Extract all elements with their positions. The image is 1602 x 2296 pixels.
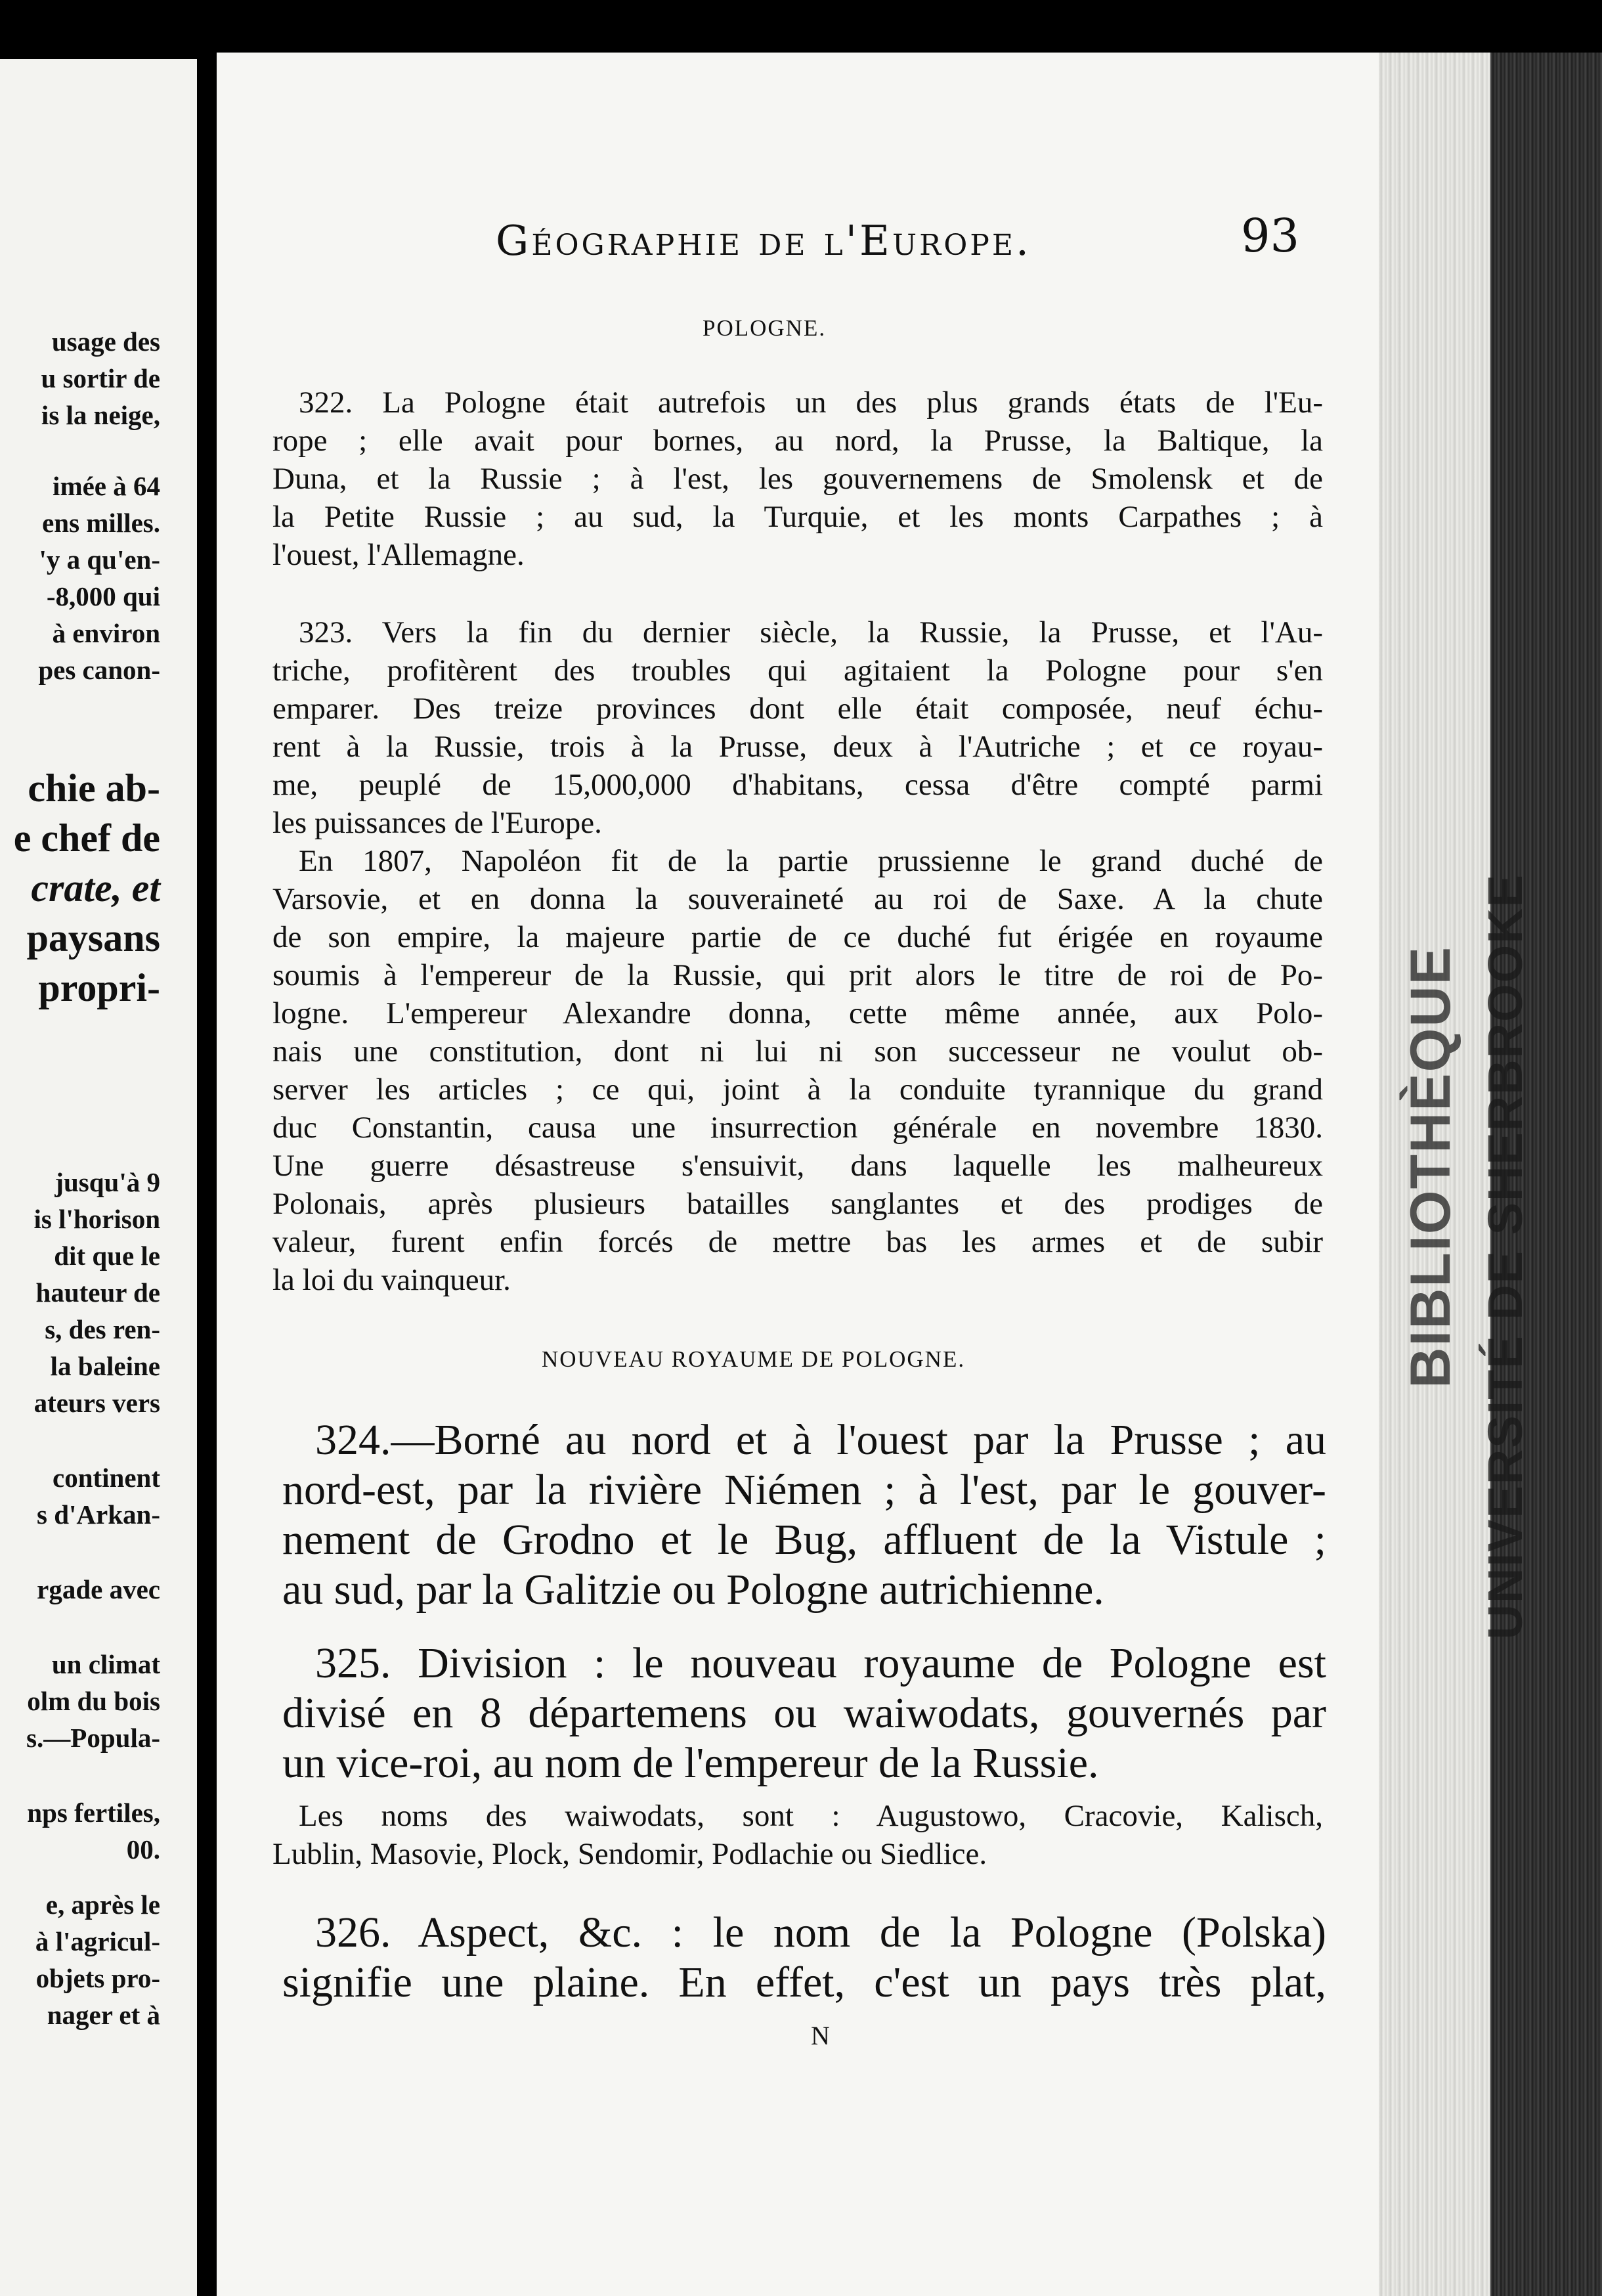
text-line: 324.—Borné au nord et à l'ouest par la Prusse ; au [315,1416,1326,1464]
text-line: Lublin, Masovie, Plock, Sendomir, Podlachie ou Siedlice. [272,1837,987,1871]
text-line: divisé en 8 départemens ou waiwodats, gouvernés par [282,1689,1326,1737]
text-line: nement de Grodno et le Bug, affluent de la Vistule ; [282,1516,1326,1564]
left-page-line: à l'agricul- [35,1926,160,1956]
text-line: soumis à l'empereur de la Russie, qui prit alors le titre de roi de Po- [272,958,1323,992]
text-line: les puissances de l'Europe. [272,806,602,840]
text-line: 323. Vers la fin du dernier siècle, la Russie, la Prusse, et l'Au- [299,615,1323,650]
text-line: un vice-roi, au nom de l'empereur de la Russie. [282,1739,1099,1787]
text-line: 326. Aspect, &c. : le nom de la Pologne (Polska) [315,1909,1326,1956]
left-page-line: s d'Arkan- [37,1499,160,1530]
left-page-line: s.—Popula- [26,1723,160,1753]
text-line: 325. Division : le nouveau royaume de Pologne est [315,1639,1326,1687]
left-page-line: 00. [126,1834,160,1865]
running-header-title: Géographie de l'Europe. [496,217,1032,265]
left-page-line: pes canon- [38,655,160,685]
book-gutter [197,0,217,2296]
text-line: server les articles ; ce qui, joint à la conduite tyrannique du grand [272,1072,1323,1107]
text-line: triche, profitèrent des troubles qui agitaient la Pologne pour s'en [272,653,1323,688]
left-page-line: s, des ren- [45,1314,160,1344]
left-page-line: olm du bois [27,1686,160,1716]
left-page-line: un climat [51,1649,160,1679]
section-heading-pologne: POLOGNE. [703,315,827,341]
text-line: rope ; elle avait pour bornes, au nord, la Prusse, la Baltique, la [272,424,1323,458]
left-page-line: u sortir de [41,363,160,393]
text-line: En 1807, Napoléon fit de la partie prussienne le grand duché de [299,844,1323,878]
text-line: Les noms des waiwodats, sont : Augustowo, Cracovie, Kalisch, [299,1799,1323,1833]
text-line: la Petite Russie ; au sud, la Turquie, et les monts Carpathes ; à [272,500,1323,534]
library-stamp-universite: UNIVERSITÉ DE SHERBROOKE [1478,873,1532,1640]
left-page-line: hauteur de [35,1277,160,1308]
text-line: de son empire, la majeure partie de ce duché fut érigée en royaume [272,920,1323,954]
text-line: rent à la Russie, trois à la Prusse, deux à l'Autriche ; et ce royau- [272,730,1323,764]
left-page-line: -8,000 qui [46,581,160,611]
left-page-line: continent [53,1463,160,1493]
left-page-line: rgade avec [37,1574,160,1604]
left-page-line: propri- [38,966,160,1009]
text-line: duc Constantin, causa une insurrection générale en novembre 1830. [272,1111,1323,1145]
left-page-line: objets pro- [35,1963,160,1993]
text-line: emparer. Des treize provinces dont elle était composée, neuf échu- [272,692,1323,726]
left-page-line: chie ab- [28,766,160,810]
text-line: l'ouest, l'Allemagne. [272,538,525,572]
text-line: 322. La Pologne était autrefois un des plus grands états de l'Eu- [299,386,1323,420]
left-page-line: e chef de [13,816,160,860]
left-page-line: is l'horison [33,1204,160,1234]
left-page-fragment [0,59,197,2296]
left-page-line: e, après le [45,1889,160,1920]
page-number: 93 [1241,209,1300,263]
left-page-line: nps fertiles, [27,1798,160,1828]
left-page-line: imée à 64 [53,471,160,501]
library-stamp-bibliotheque: BIBLIOTHÈQUE [1399,946,1462,1388]
left-page-line: usage des [51,326,160,357]
text-line: Varsovie, et en donna la souveraineté au roi de Saxe. A la chute [272,882,1323,916]
section-heading-nouveau-royaume: NOUVEAU ROYAUME DE POLOGNE. [542,1346,966,1372]
left-page-line: ens milles. [42,508,160,538]
text-line: la loi du vainqueur. [272,1263,511,1297]
left-page-line: paysans [26,916,160,960]
text-line: valeur, furent enfin forcés de mettre bas les armes et de subir [272,1225,1323,1259]
left-page-line: nager et à [47,2000,160,2030]
text-line: au sud, par la Galitzie ou Pologne autrichienne. [282,1566,1104,1614]
text-line: nais une constitution, dont ni lui ni son successeur ne voulut ob- [272,1034,1323,1069]
text-line: signifie une plaine. En effet, c'est un pays très plat, [282,1958,1326,2006]
left-page-line: à environ [52,618,160,648]
main-page [217,53,1385,2296]
text-line: logne. L'empereur Alexandre donna, cette même année, aux Polo- [272,996,1323,1030]
left-page-line: ateurs vers [33,1388,160,1418]
text-line: Duna, et la Russie ; à l'est, les gouvernemens de Smolensk et de [272,462,1323,496]
left-page-line: dit que le [54,1241,160,1271]
signature-mark: N [811,2021,830,2050]
left-page-line: jusqu'à 9 [54,1167,160,1197]
text-line: Une guerre désastreuse s'ensuivit, dans laquelle les malheureux [272,1149,1323,1183]
left-page-line: 'y a qu'en- [39,544,160,575]
text-line: me, peuplé de 15,000,000 d'habitans, cessa d'être compté parmi [272,768,1323,802]
text-line: Polonais, après plusieurs batailles sanglantes et des prodiges de [272,1187,1323,1221]
left-page-line: la baleine [50,1351,160,1381]
left-page-line: crate, et [31,866,160,910]
text-line: nord-est, par la rivière Niémen ; à l'est, par le gouver- [282,1466,1326,1514]
left-page-line: is la neige, [41,400,160,430]
